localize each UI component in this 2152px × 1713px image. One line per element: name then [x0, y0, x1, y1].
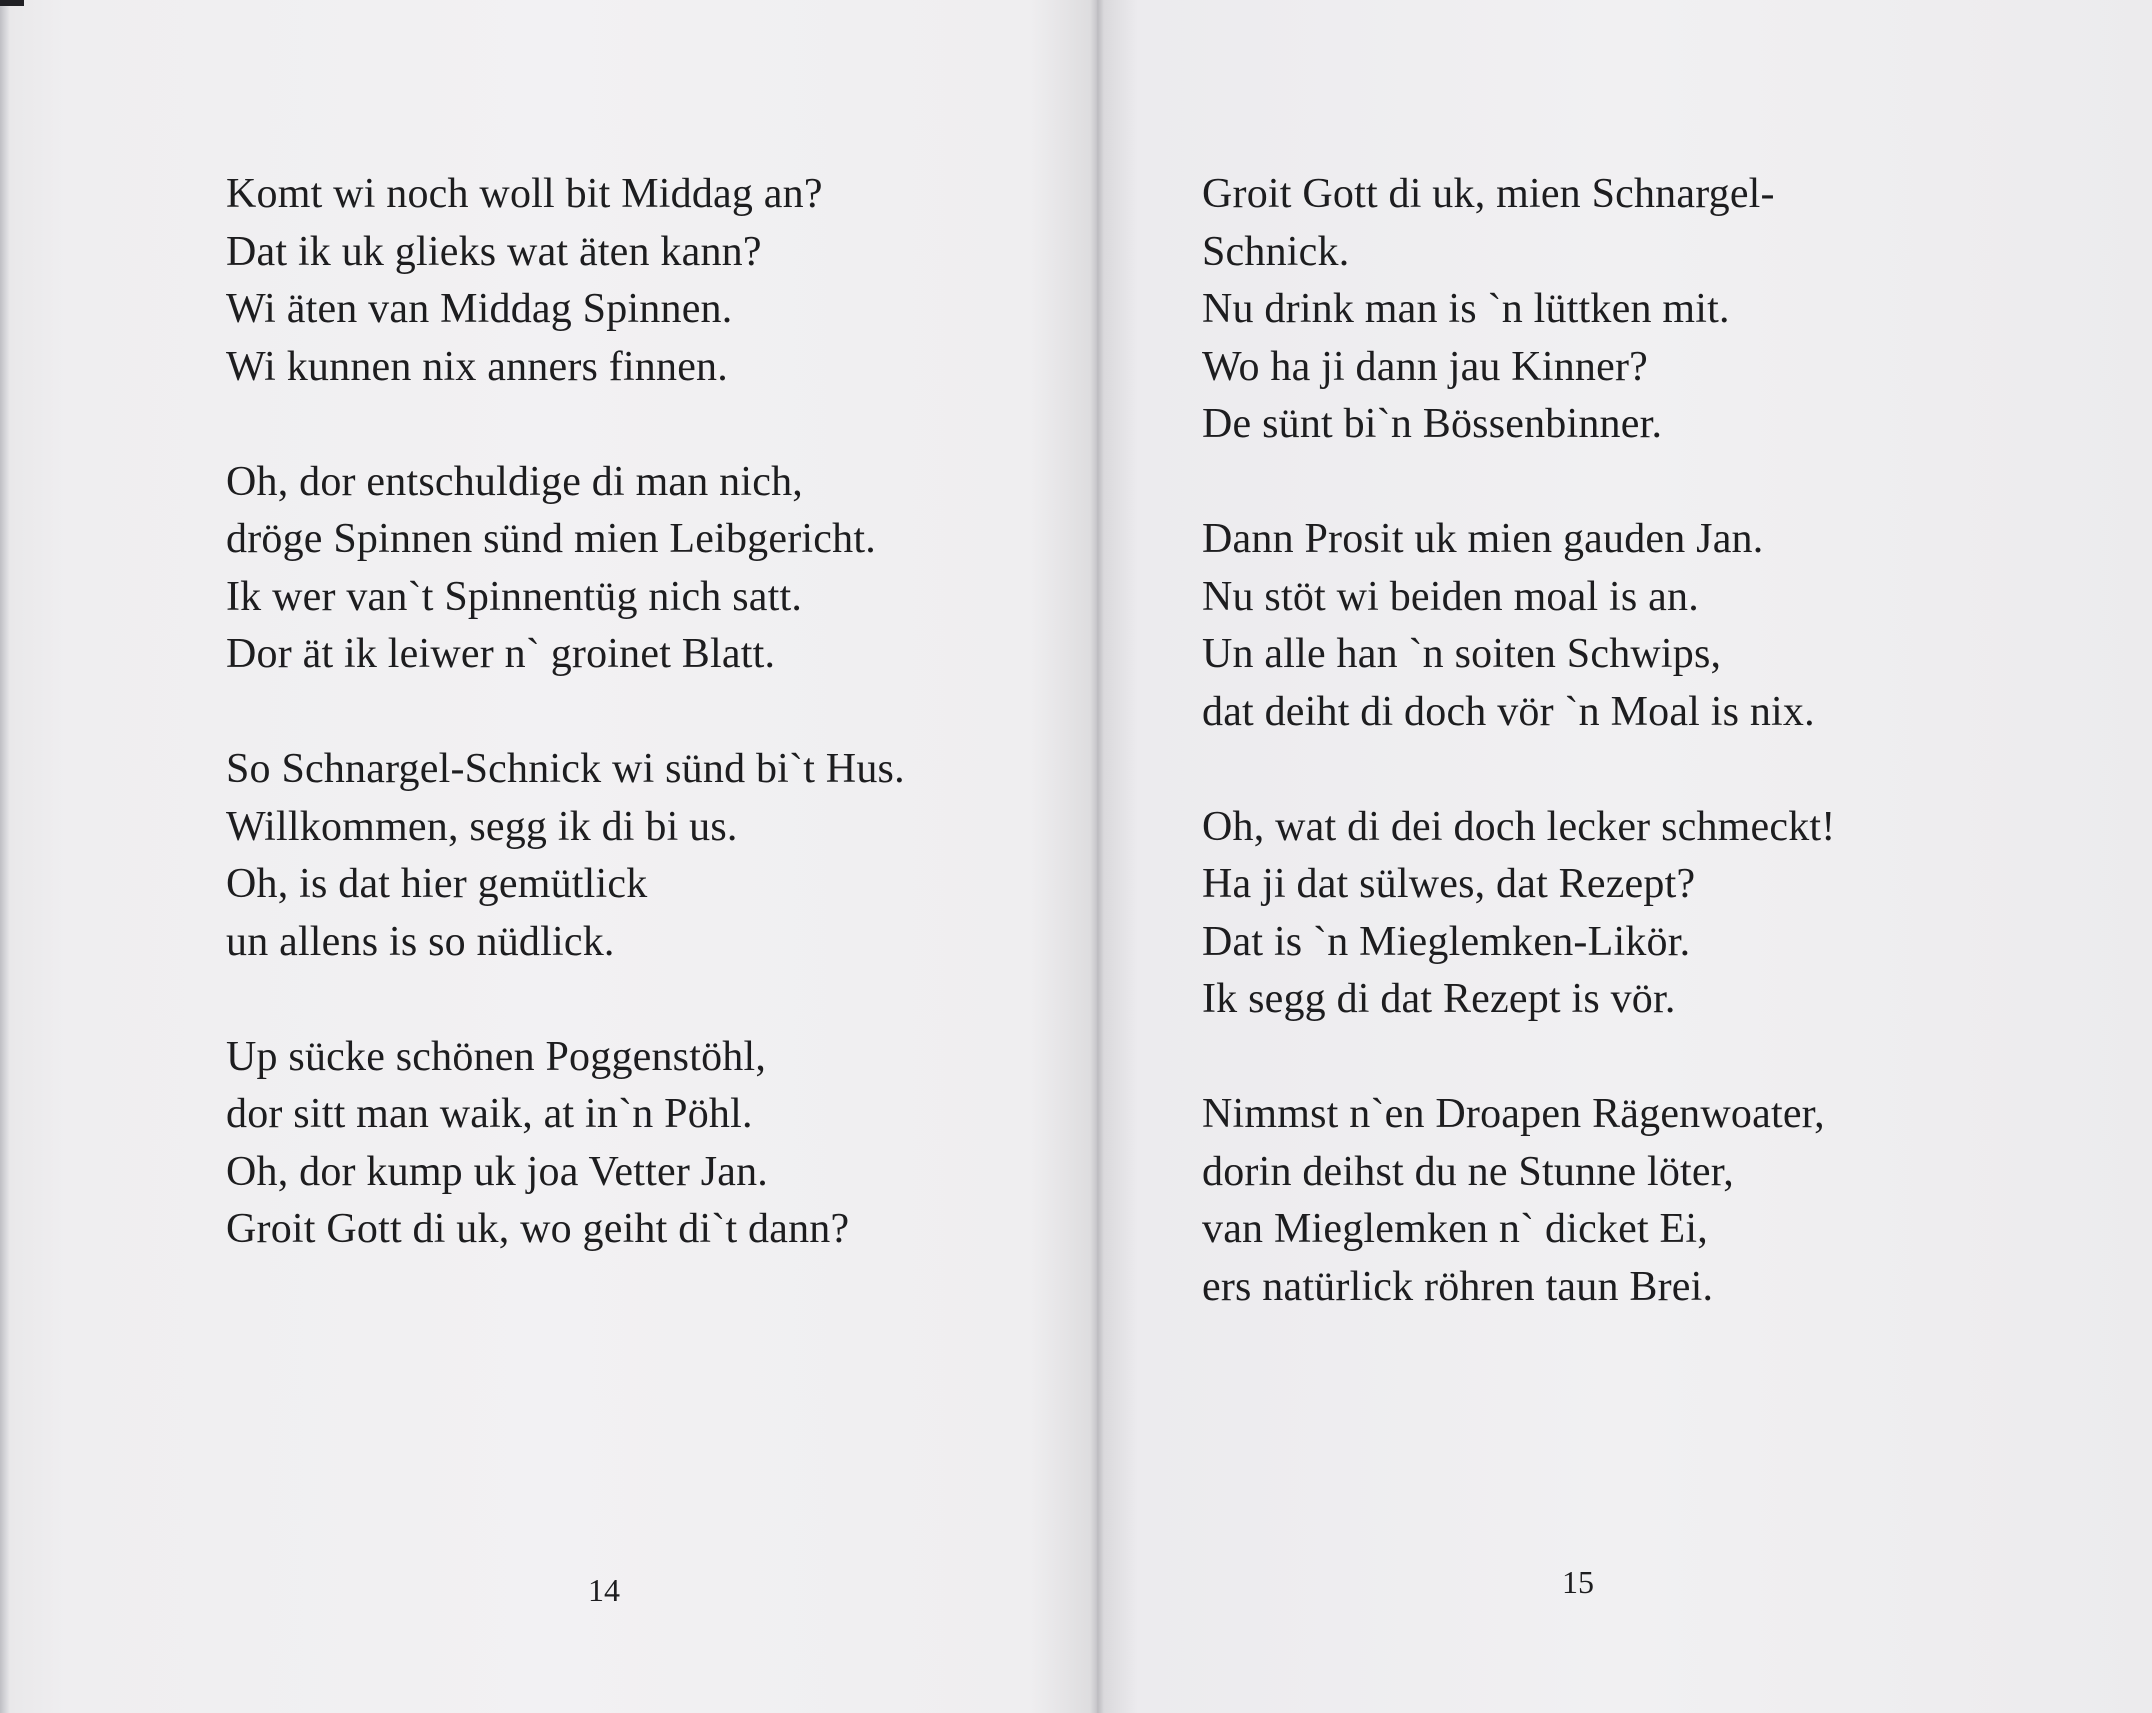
stanza-6	[1202, 511, 1835, 741]
poem-line: Dann Prosit uk mien gauden Jan.	[1202, 516, 1764, 562]
page-number-right: 15	[1562, 1564, 1594, 1600]
poem-line: Dat is `n Mieglemken-Likör.	[1202, 918, 1691, 965]
poem-line: Wi kunnen nix anners finnen.	[226, 343, 728, 390]
poem-line: Oh, is dat hier gemütlick	[226, 861, 648, 907]
poem-line: Oh, dor kump uk joa Vetter Jan.	[226, 1148, 769, 1195]
poem-line: Groit Gott di uk, wo geiht di`t dann?	[226, 1206, 850, 1252]
poem-line: dröge Spinnen sünd mien Leibgericht.	[226, 516, 876, 562]
poem-line: ers natürlick röhren taun Brei.	[1202, 1263, 1714, 1310]
stanza-2	[226, 454, 905, 684]
poem-line: dorin deihst du ne Stunne löter,	[1202, 1148, 1734, 1195]
poem-line: un allens is so nüdlick.	[226, 918, 615, 965]
stanza-7	[1202, 799, 1835, 1029]
poem-line: Wi äten van Middag Spinnen.	[226, 286, 733, 332]
poem-line: Ha ji dat sülwes, dat Rezept?	[1202, 861, 1696, 907]
poem-line: Groit Gott di uk, mien Schnargel-	[1202, 171, 1775, 217]
poem-line: Oh, wat di dei doch lecker schmeckt!	[1202, 803, 1836, 850]
poem-line: Nu drink man is `n lüttken mit.	[1202, 286, 1730, 332]
stanza-8	[1202, 1086, 1835, 1316]
poem-line: dat deiht di doch vör `n Moal is nix.	[1202, 688, 1815, 735]
poem-line: De sünt bi`n Bössenbinner.	[1202, 401, 1663, 447]
poem-line: Un alle han `n soiten Schwips,	[1202, 631, 1722, 677]
stanza-5	[1202, 166, 1835, 454]
poem-line: Nu stöt wi beiden moal is an.	[1202, 573, 1699, 620]
stanza-4	[226, 1029, 905, 1259]
poem-line: Ik segg di dat Rezept is vör.	[1202, 976, 1676, 1022]
cover-corner	[0, 0, 24, 6]
right-poem	[1202, 166, 1835, 1374]
page-number-left: 14	[588, 1572, 620, 1608]
poem-line: van Mieglemken n` dicket Ei,	[1202, 1206, 1708, 1252]
poem-line: Komt wi noch woll bit Middag an?	[226, 171, 823, 217]
poem-line: Ik wer van`t Spinnentüg nich satt.	[226, 573, 803, 620]
book-edge	[0, 0, 10, 1713]
poem-line: So Schnargel-Schnick wi sünd bi`t Hus.	[226, 746, 905, 792]
poem-line: Nimmst n`en Droapen Rägenwoater,	[1202, 1091, 1825, 1137]
poem-line: Up sücke schönen Poggenstöhl,	[226, 1033, 767, 1080]
stanza-3	[226, 741, 905, 971]
poem-line: Oh, dor entschuldige di man nich,	[226, 458, 803, 505]
poem-line: Dor ät ik leiwer n` groinet Blatt.	[226, 631, 776, 677]
poem-line: Schnick.	[1202, 228, 1350, 275]
poem-line: Willkommen, segg ik di bi us.	[226, 803, 738, 850]
poem-line: dor sitt man waik, at in`n Pöhl.	[226, 1091, 753, 1137]
book-gutter	[1090, 0, 1104, 1713]
left-poem	[226, 166, 905, 1316]
poem-line: Wo ha ji dann jau Kinner?	[1202, 343, 1648, 390]
poem-line: Dat ik uk glieks wat äten kann?	[226, 228, 762, 275]
stanza-1	[226, 166, 905, 396]
